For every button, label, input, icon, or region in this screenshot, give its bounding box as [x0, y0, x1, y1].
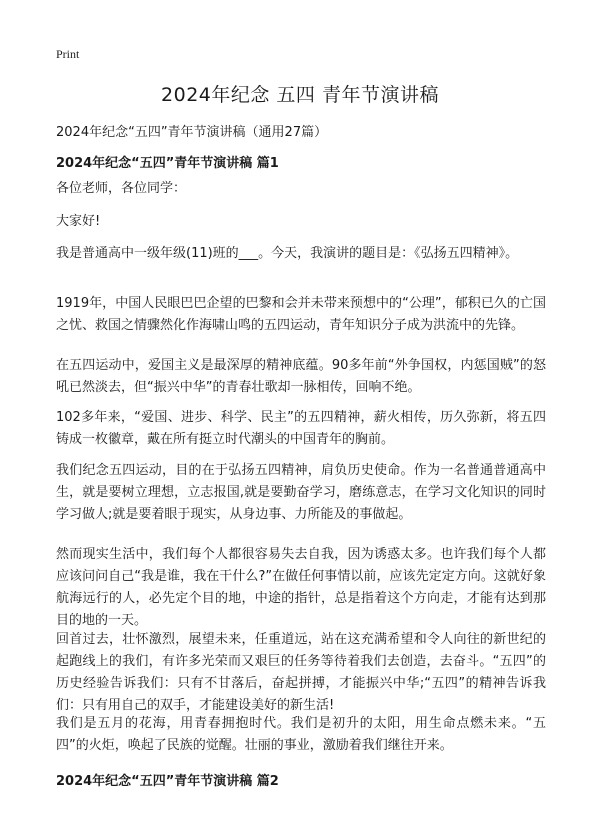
document-subtitle: 2024年纪念“五四”青年节演讲稿（通用27篇）	[56, 125, 328, 140]
paragraph-spirit: 102多年来，“爱国、进步、科学、民主”的五四精神，薪火相传，历久弥新，将五四铸成一枚徽章，戴在所有挺立时代潮头的中国青年的胸前。	[56, 410, 546, 447]
document-title: 2024年纪念 五四 青年节演讲稿	[161, 84, 439, 106]
paragraph-future: 回首过去，壮怀激烈，展望未来，任重道远，站在这充满希望和令人向往的新世纪的起跑线上的我们，有许多光荣而又艰巨的任务等待着我们去创造，去奋斗。“五四”的历史经验告诉我们：只有不甘落后，奋起拼搏，才能振兴中华;“五四”的精神告诉我们：只有用自己的双手，才能建设美好的新生活!	[56, 632, 546, 713]
paragraph-reality: 然而现实生活中，我们每个人都很容易失去自我，因为诱惑太多。也许我们每个人都应该问问自己“我是谁，我在干什么?”在做任何事情以前，应该先定定方向。这就好象航海远行的人，必先定个目的地，中途的指针，总是指着这个方向走，才能有达到那目的地的一天。	[56, 547, 546, 628]
section-heading-2: 2024年纪念“五四”青年节演讲稿 篇2	[56, 774, 279, 789]
paragraph-patriotism: 在五四运动中，爱国主义是最深厚的精神底蕴。90多年前“外争国权，内惩国贼”的怒吼已然淡去，但“振兴中华”的青春壮歌却一脉相传，回响不绝。	[56, 358, 546, 395]
print-link[interactable]: Print	[56, 47, 80, 61]
paragraph-hello: 大家好!	[56, 214, 101, 229]
section-heading-1: 2024年纪念“五四”青年节演讲稿 篇1	[56, 156, 279, 171]
paragraph-closing: 我们是五月的花海，用青春拥抱时代。我们是初升的太阳，用生命点燃未来。“五四”的火炬，唤起了民族的觉醒。壮丽的事业，激励着我们继往开来。	[56, 716, 546, 753]
paragraph-1919: 1919年，中国人民眼巴巴企望的巴黎和会并未带来预想中的“公理”，郁积已久的亡国之忧、救国之情骤然化作海啸山鸣的五四运动，青年知识分子成为洪流中的先锋。	[56, 296, 546, 333]
paragraph-mission: 我们纪念五四运动，目的在于弘扬五四精神，肩负历史使命。作为一名普通普通高中生，就是要树立理想，立志报国,就是要勤奋学习，磨练意志，在学习文化知识的同时学习做人;就是要着眼于现实，从身边事、力所能及的事做起。	[56, 463, 546, 522]
paragraph-greeting: 各位老师，各位同学：	[56, 181, 187, 196]
paragraph-intro: 我是普通高中一级年级(11)班的___。今天，我演讲的题目是：《弘扬五四精神》。	[56, 246, 519, 261]
